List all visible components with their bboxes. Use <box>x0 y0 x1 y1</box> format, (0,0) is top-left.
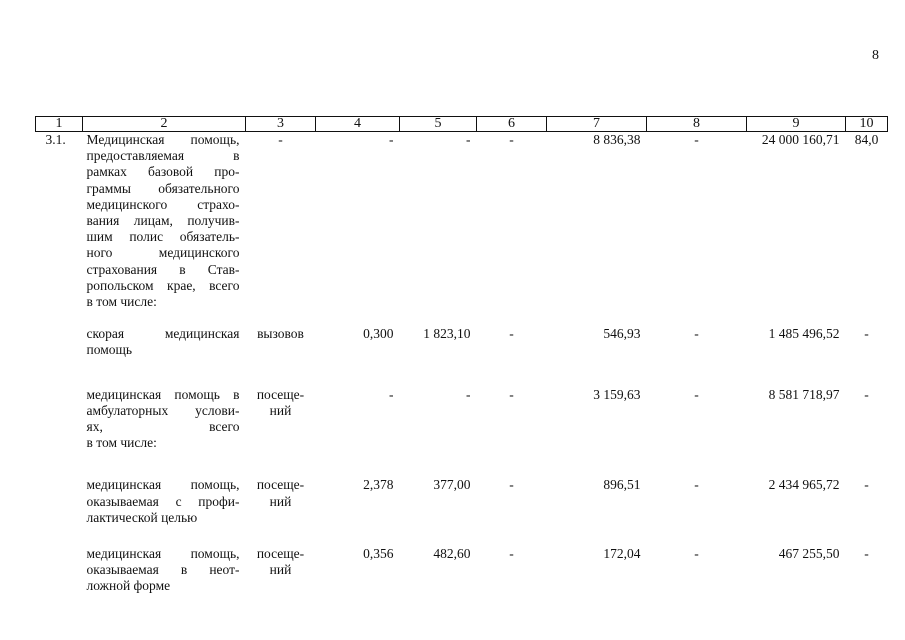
row-description <box>83 132 246 311</box>
cell-col7: 8 836,38 <box>593 132 641 147</box>
column-header: 9 <box>747 117 846 132</box>
unit-line: посеще- <box>256 477 305 493</box>
description-line: ропольском крае, всего <box>86 277 240 293</box>
row-spacer <box>36 451 888 477</box>
cell-col7: 896,51 <box>603 477 641 493</box>
column-header: 10 <box>846 117 888 132</box>
cell-col8: - <box>694 326 699 342</box>
cell-col6: - <box>509 386 514 402</box>
cell-col9: 1 485 496,52 <box>768 326 840 342</box>
description-line: страхования в Став- <box>86 261 240 277</box>
description-line: граммы обязательного <box>86 180 240 196</box>
spacer-cell <box>36 526 888 546</box>
description-line: скорая медицинская <box>86 326 240 342</box>
row-spacer <box>36 526 888 546</box>
unit-line: вызовов <box>257 326 304 342</box>
description-line: медицинская помощь в <box>86 386 240 402</box>
description-line: ях, всего <box>86 419 240 435</box>
description-line: предоставляемая в <box>86 148 240 164</box>
table-row <box>36 326 888 358</box>
cell-col5: - <box>466 132 471 147</box>
table-row <box>36 546 888 595</box>
description-line: рамках базовой про- <box>86 164 240 180</box>
column-header: 2 <box>83 117 246 132</box>
column-header: 5 <box>400 117 477 132</box>
description-line: в том числе: <box>86 435 157 451</box>
description-line: лактической целью <box>86 509 198 525</box>
header-row <box>36 117 888 132</box>
column-header: 8 <box>647 117 747 132</box>
financing-table <box>35 116 888 595</box>
table-row <box>36 387 888 452</box>
description-line: оказываемая с профи- <box>86 493 240 509</box>
cell-col9: 467 255,50 <box>778 546 840 562</box>
row-unit <box>246 132 316 311</box>
row-number <box>36 477 83 526</box>
cell-col8: - <box>694 477 699 493</box>
column-header: 6 <box>477 117 547 132</box>
row-description <box>83 546 246 595</box>
row-number <box>36 326 83 358</box>
description-line: вания лицам, получив- <box>86 213 240 229</box>
description-line: шим полис обязатель- <box>86 229 240 245</box>
row-unit <box>246 387 316 452</box>
cell-col9: 24 000 160,71 <box>761 132 840 147</box>
description-line: оказываемая в неот- <box>86 562 240 578</box>
cell-col6: - <box>509 477 514 493</box>
spacer-cell <box>36 451 888 477</box>
description-line: медицинская помощь, <box>86 546 240 562</box>
cell-col5: 377,00 <box>433 477 471 493</box>
unit-line: - <box>278 132 283 147</box>
cell-col4: 2,378 <box>363 477 394 493</box>
cell-col5: - <box>466 386 471 402</box>
cell-col7: 3 159,63 <box>593 386 641 402</box>
column-header: 7 <box>547 117 647 132</box>
cell-col8: - <box>694 132 699 147</box>
row-unit <box>246 546 316 595</box>
column-header: 1 <box>36 117 83 132</box>
table-row <box>36 477 888 526</box>
spacer-cell <box>36 310 888 326</box>
cell-col7: 546,93 <box>603 326 641 342</box>
column-header: 3 <box>246 117 316 132</box>
row-number <box>36 387 83 452</box>
column-header: 4 <box>316 117 400 132</box>
cell-col10: - <box>864 477 869 493</box>
cell-col10: - <box>864 546 869 562</box>
unit-line: ний <box>269 562 292 578</box>
description-line: в том числе: <box>86 294 157 310</box>
cell-col6: - <box>509 326 514 342</box>
row-unit <box>246 326 316 358</box>
cell-col4: 0,300 <box>363 326 394 342</box>
row-spacer <box>36 310 888 326</box>
cell-col6: - <box>509 546 514 562</box>
cell-col7: 172,04 <box>603 546 641 562</box>
description-line: медицинская помощь, <box>86 477 240 493</box>
cell-col4: - <box>389 132 394 147</box>
row-description <box>83 326 246 358</box>
cell-col9: 2 434 965,72 <box>768 477 840 493</box>
description-line: ного медицинского <box>86 245 240 261</box>
cell-col5: 482,60 <box>433 546 471 562</box>
unit-line: ний <box>269 402 292 418</box>
row-spacer <box>36 359 888 387</box>
cell-col8: - <box>694 546 699 562</box>
row-number <box>36 546 83 595</box>
unit-line: ний <box>269 493 292 509</box>
cell-col4: 0,356 <box>363 546 394 562</box>
description-line: амбулаторных услови- <box>86 402 240 418</box>
cell-col9: 8 581 718,97 <box>768 386 840 402</box>
cell-col8: - <box>694 386 699 402</box>
description-line: медицинского страхо- <box>86 196 240 212</box>
unit-line: посеще- <box>256 386 305 402</box>
row-description <box>83 387 246 452</box>
page-number: 8 <box>872 48 879 63</box>
cell-col5: 1 823,10 <box>423 326 471 342</box>
unit-line: посеще- <box>256 546 305 562</box>
cell-col4: - <box>389 386 394 402</box>
row-description <box>83 477 246 526</box>
table-body <box>36 132 888 595</box>
row-unit <box>246 477 316 526</box>
table-row <box>36 132 888 311</box>
description-line: ложной форме <box>86 578 171 594</box>
description-line: Медицинская помощь, <box>86 132 240 147</box>
cell-col6: - <box>509 132 514 147</box>
cell-col10: 84,0 <box>854 132 879 147</box>
row-number: 3.1. <box>45 132 66 147</box>
cell-col10: - <box>864 326 869 342</box>
spacer-cell <box>36 359 888 387</box>
cell-col10: - <box>864 386 869 402</box>
description-line: помощь <box>86 342 133 358</box>
